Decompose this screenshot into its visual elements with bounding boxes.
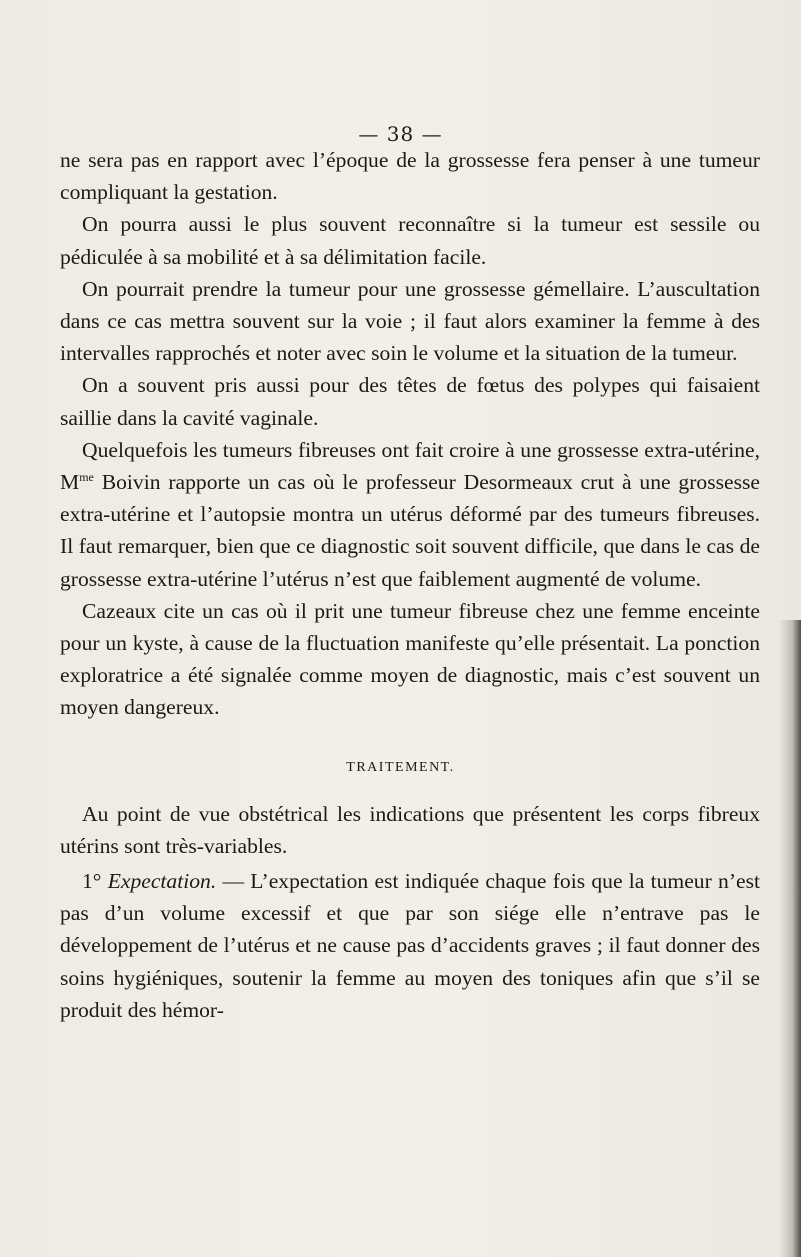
- paragraph-cazeaux: Cazeaux cite un cas où il prit une tumeur fibreuse chez une femme enceinte pour un kyste, à cause de la fluctuation manifeste qu’elle présentait. La ponction exploratrice a été signalée comme moyen de diagnostic, mais c’est souvent un moyen dangereux.: [60, 598, 760, 720]
- page-edge-shadow: [779, 620, 801, 1257]
- body-text-intro: [60, 798, 760, 862]
- item-number: 1°: [82, 869, 102, 893]
- paragraph-polypes: On a souvent pris aussi pour des têtes de fœtus des polypes qui faisaient saillie dans la cavité vaginale.: [60, 373, 760, 430]
- section-heading: TRAITEMENT.: [346, 760, 455, 775]
- paragraph-gemellaire: On pourrait prendre la tumeur pour une grossesse gémellaire. L’auscultation dans ce cas mettra souvent sur la voie ; il faut alors examiner la femme à des intervalles rapprochés et noter avec soin le volume et la situation de la tumeur.: [60, 276, 760, 366]
- body-text-item1: [60, 865, 760, 1026]
- paragraph-continuation: ne sera pas en rapport avec l’époque de la grossesse fera penser à une tumeur compliquant la gestation.: [60, 148, 760, 205]
- page-number: — 38 —: [358, 122, 443, 146]
- boivin-text-before: Quelquefois les tumeurs fibreuses ont fait croire à une grossesse extra-utérine, M: [60, 437, 760, 495]
- item-title: Expectation.: [107, 869, 217, 893]
- item-text: — L’expectation est indiquée chaque fois que la tumeur n’est pas d’un volume excessif et que par son siége elle n’entrave pas le développement de l’utérus et ne cause pas d’accidents graves ; il faut donner des soins hygiéniques, soutenir la femme au moyen des toniques afin que s’il se produit des hémor-: [60, 869, 760, 1022]
- paragraph-expectation: [60, 865, 760, 1026]
- body-text-top: [60, 144, 760, 724]
- paragraph-sessile: On pourra aussi le plus souvent reconnaître si la tumeur est sessile ou pédiculée à sa mobilité et à sa délimitation facile.: [60, 212, 760, 269]
- paragraph-section-intro: Au point de vue obstétrical les indications que présentent les corps fibreux utérins sont très-variables.: [60, 802, 760, 859]
- paragraph-boivin: [60, 434, 760, 595]
- boivin-superscript: me: [79, 470, 94, 485]
- boivin-text-after: Boivin rapporte un cas où le professeur Desormeaux crut à une grossesse extra-utérine et l’autopsie montra un utérus déformé par des tumeurs fibreuses. Il faut remarquer, bien que ce diagnostic soit souvent difficile, que dans le cas de grossesse extra-utérine l’utérus n’est que faiblement augmenté de volume.: [60, 470, 760, 591]
